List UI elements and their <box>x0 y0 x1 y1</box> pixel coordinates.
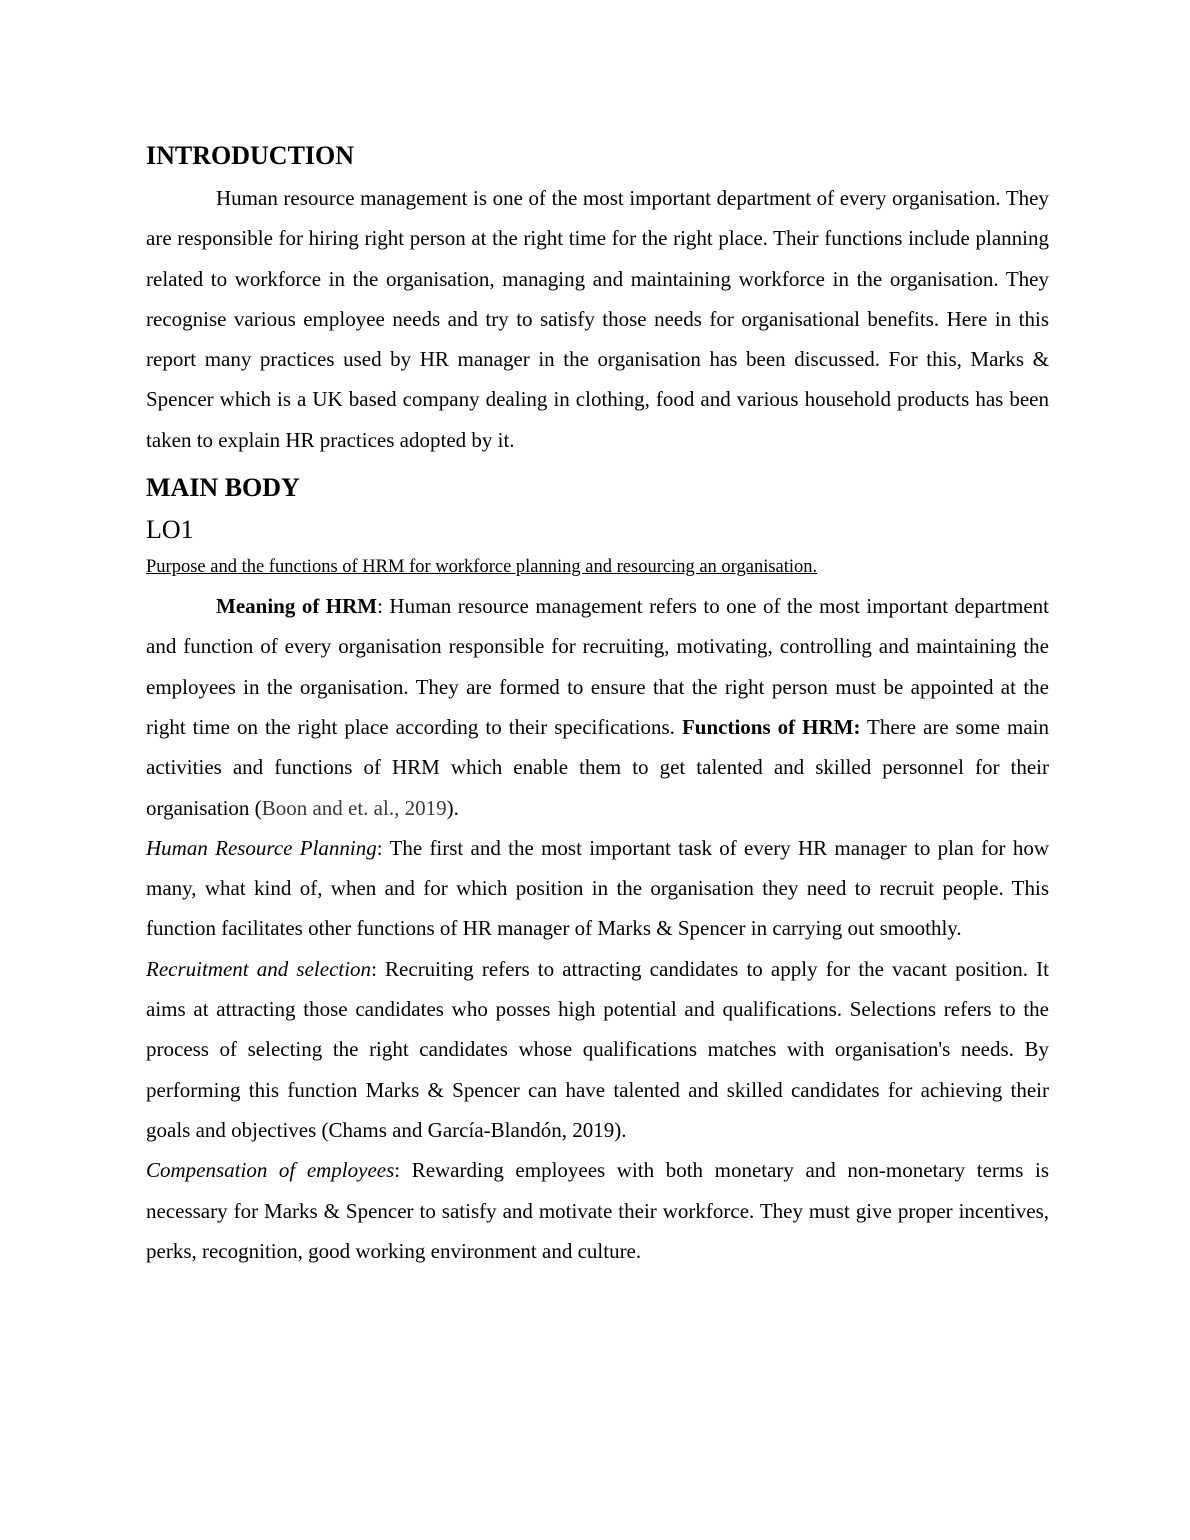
recruitment-text: : Recruiting refers to attracting candidates to apply for the vacant position. It aims at attracting those candidates who posses high potential and qualifications. Selections refers to the process of selecting the right candidates whose qualifications matches with organisation's needs. By performing this function Marks & Spencer can have talented and skilled candidates for achieving their goals and objectives (Chams and García-Blandón, 2019). <box>146 956 1049 1142</box>
functions-text: There are some main activities and functions of HRM which enable them to get talented and skilled personnel for their organisation ( <box>146 714 1049 820</box>
introduction-heading: INTRODUCTION <box>146 141 355 170</box>
section-subtitle: Purpose and the functions of HRM for workforce planning and resourcing an organisation. <box>146 557 818 578</box>
lo1-heading: LO1 <box>146 515 194 545</box>
meaning-label: Meaning of HRM <box>216 594 378 619</box>
planning-label: Human Resource Planning <box>146 835 377 860</box>
main-body-heading: MAIN BODY <box>146 473 300 503</box>
functions-close: ). <box>446 795 459 820</box>
planning-paragraph <box>146 828 1049 949</box>
meaning-functions-paragraph <box>146 586 1049 828</box>
compensation-label: Compensation of employees <box>146 1158 395 1183</box>
document-page <box>146 138 1049 1271</box>
planning-text: : The first and the most important task of every HR manager to plan for how many, what kind of, when and for which position in the organisation they need to recruit people. This function facilitates other functions of HR manager of Marks & Spencer in carrying out smoothly. <box>146 835 1049 941</box>
introduction-paragraph: Human resource management is one of the most important department of every organisation. They are responsible for hiring right person at the right time for the right place. Their functions include planning related to workforce in the organisation, managing and maintaining workforce in the organisation. They recognise various employee needs and try to satisfy those needs for organisational benefits. Here in this report many practices used by HR manager in the organisation has been discussed. For this, Marks & Spencer which is a UK based company dealing in clothing, food and various household products has been taken to explain HR practices adopted by it. <box>146 186 1049 452</box>
meaning-text: : Human resource management refers to one of the most important department and function of every organisation responsible for recruiting, motivating, controlling and maintaining the employees in the organisation. They are formed to ensure that the right person must be appointed at the right time on the right place according to their specifications. <box>146 594 1049 739</box>
compensation-text: : Rewarding employees with both monetary and non-monetary terms is necessary for Marks & Spencer to satisfy and motivate their workforce. They must give proper incentives, perks, recognition, good working environment and culture. <box>146 1158 1049 1263</box>
recruitment-paragraph <box>146 949 1049 1150</box>
recruitment-label: Recruitment and selection <box>146 956 372 981</box>
functions-label: Functions of HRM: <box>681 714 861 739</box>
compensation-paragraph <box>146 1150 1049 1271</box>
citation-boon: Boon and et. al., 2019 <box>261 795 447 820</box>
